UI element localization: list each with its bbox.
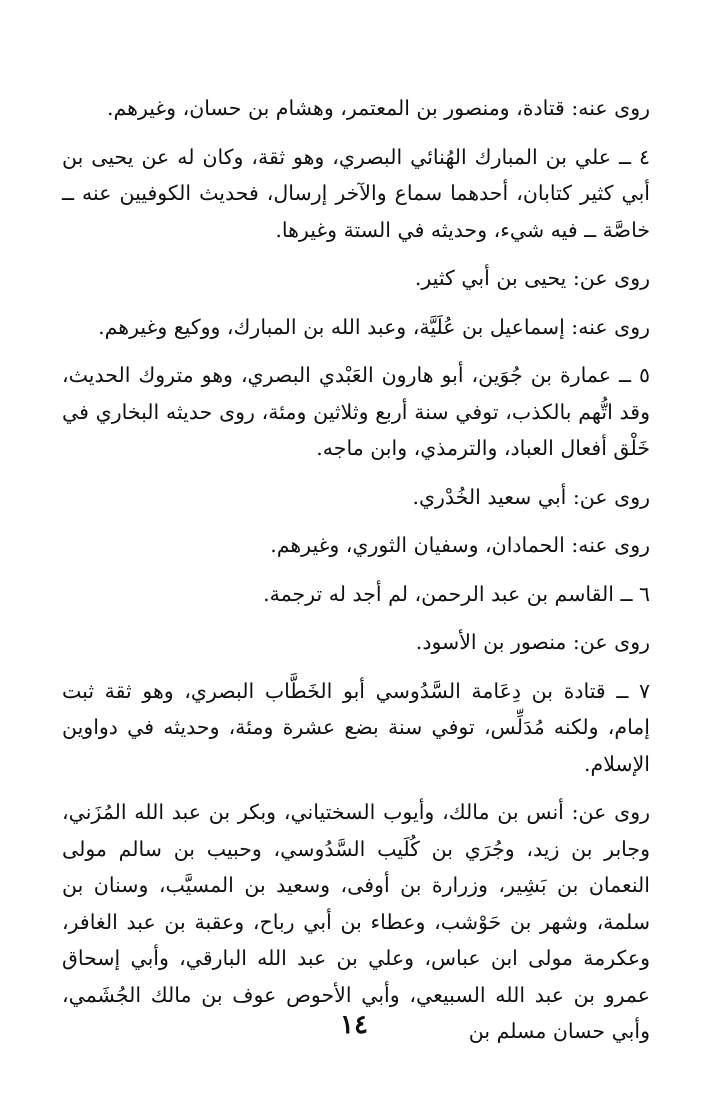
entry-6-al-qasim: ٦ ــ القاسم بن عبد الرحمن، لم أجد له ترجمة. [263,581,650,606]
entry-7-qatada: ٧ ــ قتادة بن دِعَامة السَّدُوسي أبو الخَطَّاب البصري، وهو ثقة ثبت إمام، ولكنه مُدَلِّس، توفي سنة بضع عشرة ومئة، وحديثه في دواوين الإسلام. [62,678,650,776]
paragraph-narrated-from: روى عن: أنس بن مالك، وأيوب السختياني، وبكر بن عبد الله المُزَني، وجابر بن زيد، وجُرَي بن كُلَيب السَّدُوسي، وحبيب بن سالم مولى النعمان بن بَشِير، وزرارة بن أوفى، وسعيد بن المسيَّب، وسنان بن سلمة، وشهر بن حَوْشب، وعطاء بن أبي رباح، وعقبة بن عبد الغافر، وعكرمة مولى ابن عباس، وعلي بن عبد الله البارقي، وأبي إسحاق عمرو بن عبد الله السبيعي، وأبي الأحوص عوف بن مالك الجُشَمي، وأبي حسان مسلم بن [62,800,650,1043]
page-body [62,90,650,1062]
paragraph-narrated-from: روى عن: يحيى بن أبي كثير. [414,266,650,290]
paragraph-narrated-from: روى عن: أبي سعيد الخُدْري. [412,484,650,509]
paragraph-narrated-from: روى عن: منصور بن الأسود. [415,630,650,654]
entry-4-ali-ibn-al-mubarak: ٤ ــ علي بن المبارك الهُنائي البصري، وهو ثقة، وكان له عن يحيى بن أبي كثير كتابان، أحدهما سماع والآخر إرسال، فحديث الكوفيين عنه ــ خاصَّة ــ فيه شيء، وحديثه في الستة وغيرها. [62,144,650,242]
paragraph-narrators-from: روى عنه: الحمادان، وسفيان الثوري، وغيرهم. [270,533,650,557]
paragraph-narrators-from: روى عنه: قتادة، ومنصور بن المعتمر، وهشام بن حسان، وغيرهم. [106,96,650,120]
entry-5-umara-ibn-juwayn: ٥ ــ عمارة بن جُوَين، أبو هارون العَبْدي البصري، وهو متروك الحديث، وقد اتُّهم بالكذب، توفي سنة أربع وثلاثين ومئة، روى حديثه البخاري في خَلْق أفعال العباد، والترمذي، وابن ماجه. [62,363,650,460]
page-number: ١٤ [340,1010,368,1040]
paragraph-narrators-from: روى عنه: إسماعيل بن عُلَيَّة، وعبد الله بن المبارك، ووكيع وغيرهم. [98,314,650,339]
